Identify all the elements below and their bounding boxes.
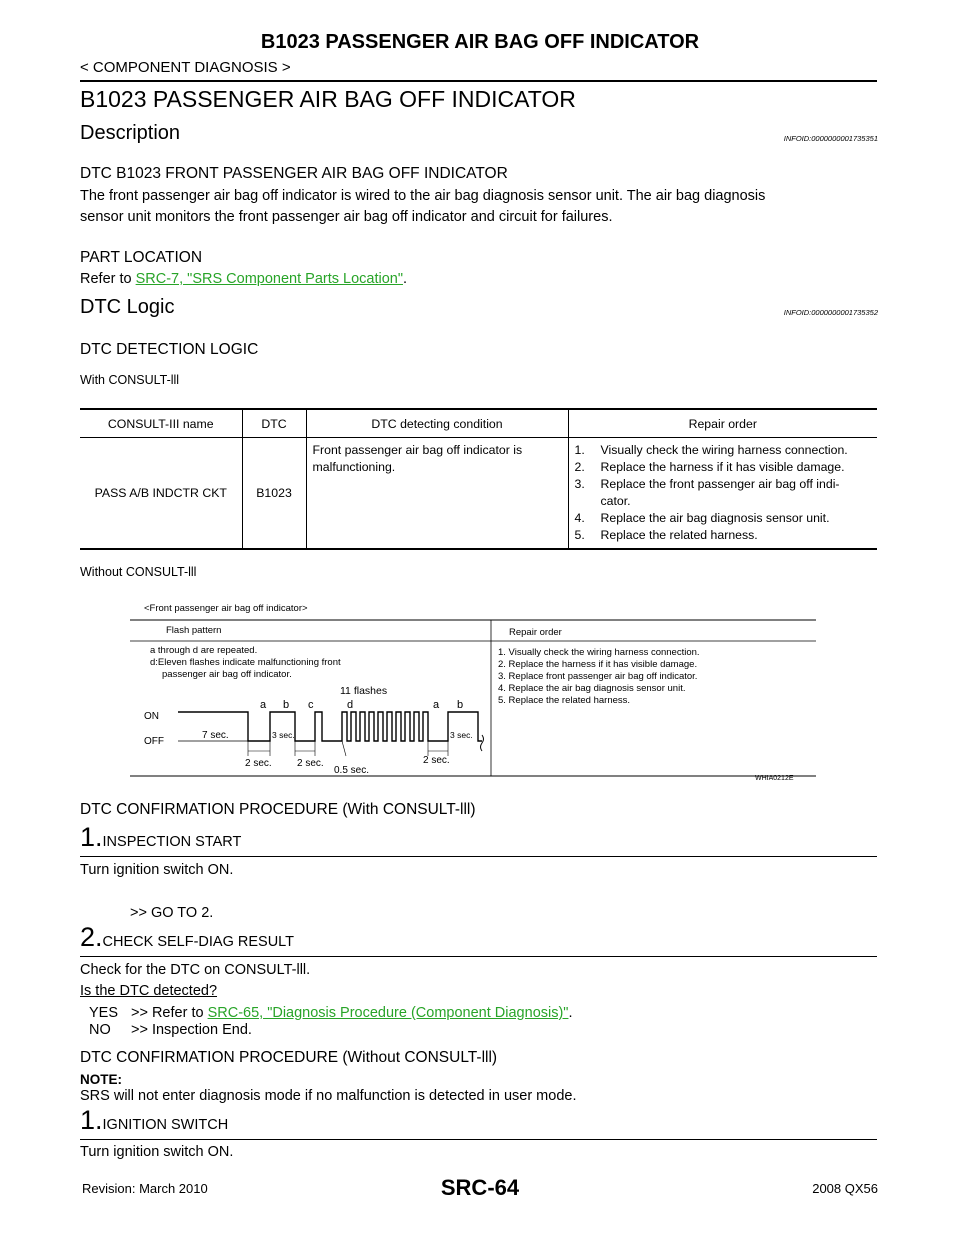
repair-order-label: Repair order bbox=[509, 627, 562, 638]
header-rule bbox=[80, 80, 877, 82]
repair-order-text: Replace the air bag diagnosis sensor unit. bbox=[600, 511, 830, 525]
label-2sec-3: 2 sec. bbox=[423, 755, 450, 766]
repair-order-item bbox=[575, 493, 872, 510]
repair-order-number: 5. bbox=[574, 528, 585, 542]
main-title: B1023 PASSENGER AIR BAG OFF INDICATOR bbox=[80, 86, 576, 112]
col-consult-name: CONSULT-III name bbox=[80, 409, 242, 438]
flash-pattern-label: Flash pattern bbox=[166, 625, 222, 636]
label-b1: b bbox=[283, 699, 290, 711]
cell-repair-order bbox=[568, 438, 877, 550]
step-rule bbox=[80, 856, 877, 857]
label-a2: a bbox=[433, 699, 440, 711]
cell-consult-name: PASS A/B INDCTR CKT bbox=[80, 438, 242, 550]
description-text-2: sensor unit monitors the front passenger air bag off indicator and circuit for failures. bbox=[80, 209, 613, 225]
repair-order-text: Visually check the wiring harness connection. bbox=[600, 443, 848, 457]
yes-label: YES bbox=[89, 1005, 119, 1021]
description-text-1: The front passenger air bag off indicator is wired to the air bag diagnosis sensor unit. The air bag diagnosis bbox=[80, 188, 766, 204]
label-2sec-1: 2 sec. bbox=[245, 758, 272, 769]
label-d: d bbox=[347, 699, 354, 711]
description-heading: Description bbox=[80, 122, 181, 144]
col-dtc: DTC bbox=[242, 409, 306, 438]
off-label: OFF bbox=[144, 736, 164, 747]
note-line-1: a through d are repeated. bbox=[150, 645, 258, 656]
repair-order-number: 2. bbox=[574, 460, 585, 474]
cell-condition: Front passenger air bag off indicator is malfunctioning. bbox=[306, 438, 568, 550]
table-header-row bbox=[80, 409, 877, 438]
src7-link[interactable]: SRC-7, "SRS Component Parts Location" bbox=[135, 271, 403, 287]
fig-repair-step-2: 2. Replace the harness if it has visible damage. bbox=[498, 659, 698, 670]
repair-order-list bbox=[575, 442, 872, 544]
confirm-with-heading: DTC CONFIRMATION PROCEDURE (With CONSULT-lll) bbox=[80, 801, 476, 818]
break-mark bbox=[481, 735, 484, 751]
flash-pattern-diagram bbox=[130, 598, 830, 788]
label-a1: a bbox=[260, 699, 267, 711]
label-7sec: 7 sec. bbox=[202, 730, 229, 741]
step-1-text: Turn ignition switch ON. bbox=[80, 862, 234, 878]
step-1-without-heading: 1.IGNITION SWITCH bbox=[80, 1105, 229, 1135]
page-header-title: B1023 PASSENGER AIR BAG OFF INDICATOR bbox=[260, 31, 700, 53]
dtc-logic-heading: DTC Logic bbox=[80, 296, 175, 318]
repair-order-item bbox=[575, 459, 872, 476]
no-label: NO bbox=[89, 1022, 111, 1038]
src65-link[interactable]: SRC-65, "Diagnosis Procedure (Component Diagnosis)" bbox=[207, 1005, 569, 1021]
repair-order-text: Replace the front passenger air bag off indi- bbox=[600, 477, 840, 491]
label-3sec-2: 3 sec. bbox=[450, 730, 473, 740]
col-repair-order: Repair order bbox=[568, 409, 877, 438]
repair-order-item bbox=[575, 476, 872, 493]
repair-order-number: 3. bbox=[574, 477, 585, 491]
no-text: >> Inspection End. bbox=[131, 1022, 252, 1038]
part-location-ref: Refer to SRC-7, "SRS Component Parts Location". bbox=[80, 271, 408, 287]
step-2-text: Check for the DTC on CONSULT-lll. bbox=[80, 962, 311, 978]
section-label: < COMPONENT DIAGNOSIS > bbox=[80, 59, 291, 76]
note-text: SRS will not enter diagnosis mode if no malfunction is detected in user mode. bbox=[80, 1088, 577, 1104]
question-text: Is the DTC detected? bbox=[80, 983, 218, 999]
label-b2: b bbox=[457, 699, 464, 711]
step-rule bbox=[80, 1139, 877, 1140]
repair-order-item bbox=[575, 510, 872, 527]
label-2sec-2: 2 sec. bbox=[297, 758, 324, 769]
label-c: c bbox=[308, 699, 314, 711]
repair-order-number bbox=[575, 493, 601, 510]
dtc-table bbox=[80, 408, 877, 550]
dtc-heading: DTC B1023 FRONT PASSENGER AIR BAG OFF INDICATOR bbox=[80, 165, 508, 182]
flashes-label: 11 flashes bbox=[340, 685, 388, 697]
step-1-heading: 1.INSPECTION START bbox=[80, 822, 242, 852]
detection-logic-heading: DTC DETECTION LOGIC bbox=[80, 341, 259, 358]
step-1-goto: >> GO TO 2. bbox=[130, 905, 214, 921]
label-3sec-1: 3 sec. bbox=[272, 730, 295, 740]
on-label: ON bbox=[144, 711, 159, 722]
figure-id: WHIA0212E bbox=[755, 775, 794, 782]
table-row bbox=[80, 438, 877, 550]
page-number: SRC-64 bbox=[440, 1175, 520, 1200]
repair-order-text: Replace the related harness. bbox=[600, 528, 758, 542]
col-condition: DTC detecting condition bbox=[306, 409, 568, 438]
note-label: NOTE: bbox=[80, 1072, 122, 1087]
part-location-heading: PART LOCATION bbox=[80, 249, 203, 266]
yes-row: >> Refer to SRC-65, "Diagnosis Procedure (Component Diagnosis)". bbox=[131, 1005, 573, 1021]
fig-repair-step-3: 3. Replace front passenger air bag off indicator. bbox=[498, 671, 698, 682]
cell-dtc: B1023 bbox=[242, 438, 306, 550]
step-rule bbox=[80, 956, 877, 957]
repair-order-text: cator. bbox=[600, 494, 631, 508]
description-infoid: INFOID:0000000001735351 bbox=[783, 134, 878, 143]
with-consult-label: With CONSULT-lll bbox=[80, 373, 180, 387]
revision-label: Revision: March 2010 bbox=[82, 1181, 208, 1196]
figure-caption: <Front passenger air bag off indicator> bbox=[144, 603, 308, 614]
fig-repair-step-5: 5. Replace the related harness. bbox=[498, 695, 631, 706]
repair-order-number: 1. bbox=[574, 443, 585, 457]
label-0-5sec: 0.5 sec. bbox=[334, 765, 370, 776]
confirm-without-heading: DTC CONFIRMATION PROCEDURE (Without CONSULT-lll) bbox=[80, 1049, 498, 1066]
fig-repair-step-1: 1. Visually check the wiring harness connection. bbox=[498, 647, 700, 658]
repair-order-item bbox=[575, 527, 872, 544]
note-line-3: passenger air bag off indicator. bbox=[162, 669, 292, 680]
repair-order-text: Replace the harness if it has visible damage. bbox=[600, 460, 845, 474]
step-1-without-text: Turn ignition switch ON. bbox=[80, 1144, 234, 1160]
step-2-heading: 2.CHECK SELF-DIAG RESULT bbox=[80, 922, 295, 952]
fig-repair-step-4: 4. Replace the air bag diagnosis sensor unit. bbox=[498, 683, 686, 694]
note-line-2: d:Eleven flashes indicate malfunctioning front bbox=[150, 657, 341, 668]
without-consult-label: Without CONSULT-lll bbox=[80, 565, 197, 579]
model-label: 2008 QX56 bbox=[812, 1181, 878, 1196]
dtc-logic-infoid: INFOID:0000000001735352 bbox=[783, 308, 878, 317]
repair-order-item bbox=[575, 442, 872, 459]
pointer bbox=[342, 741, 346, 756]
repair-order-number: 4. bbox=[574, 511, 585, 525]
